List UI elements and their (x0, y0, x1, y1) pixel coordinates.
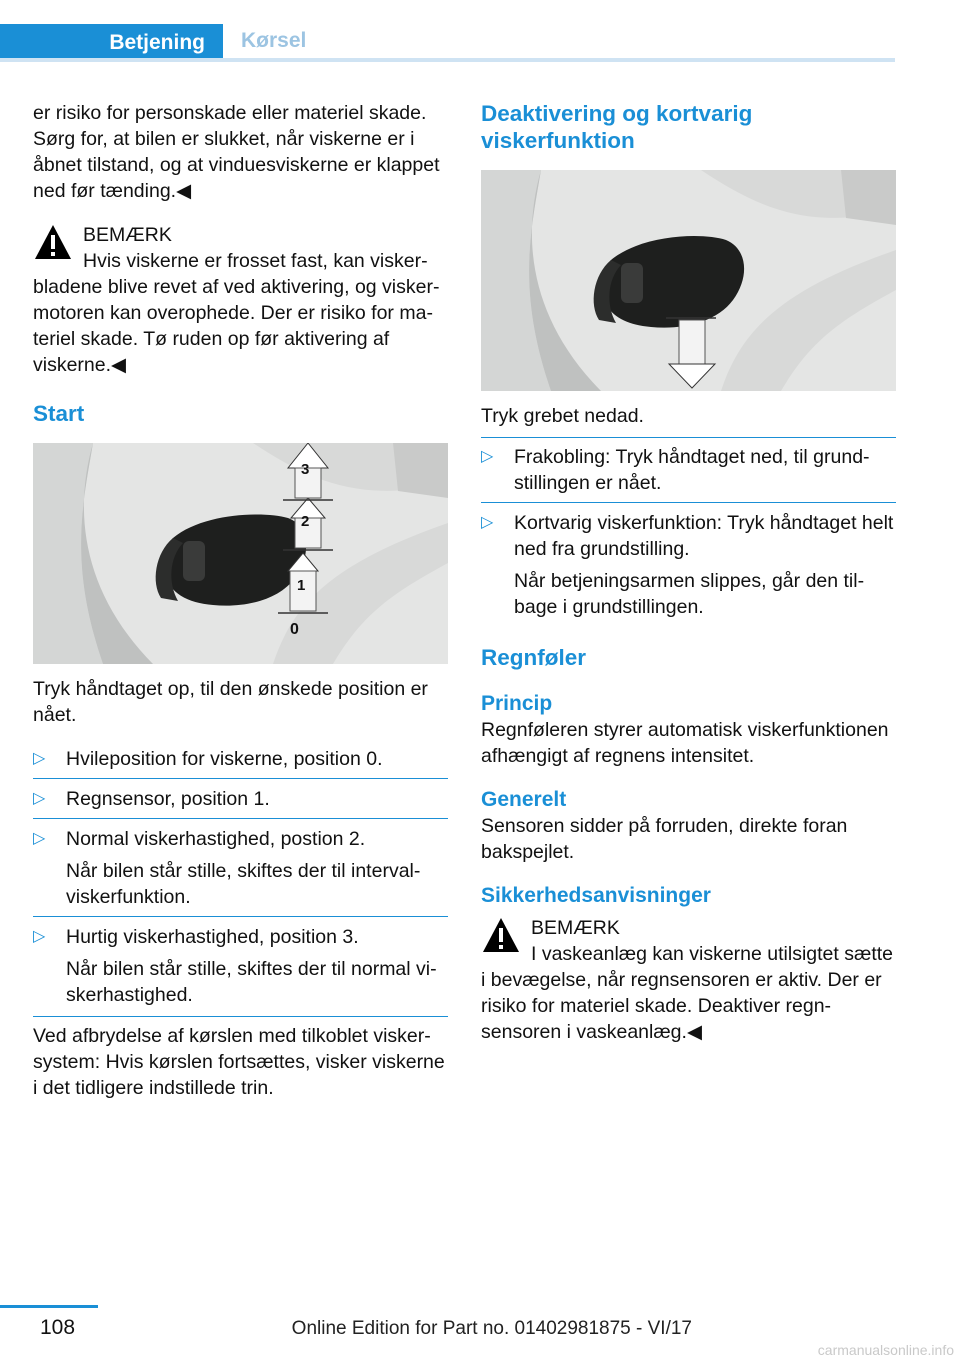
list-item: ▷ Frakobling: Tryk håndtaget ned, til grundstillingen er nået. (481, 437, 896, 496)
subheading-princip: Princip (481, 692, 553, 715)
page-number: 108 (40, 1316, 76, 1339)
wiper-lever-down-illustration (481, 170, 896, 391)
warning-block-frozen (33, 222, 448, 378)
wiper-lever-up-illustration (33, 443, 448, 664)
list-item: ▷ Regnsensor, position 1. (33, 778, 448, 812)
section-heading-deaktivering: Deaktivering og kortvarig viskerfunktion (481, 101, 753, 153)
warning-block-vaskeanlaeg (481, 915, 896, 1045)
princip-paragraph: Regnføleren styrer automatisk viskerfunktionen afhængigt af regnens intensitet. (481, 719, 889, 767)
warning-text: Hvis viskerne er frosset fast, kan viskerbladene blive revet af ved aktivering, og viskermotoren kan overophede. Der er risiko for materiel skade. Tø ruden op før aktivering af viskerne.◀ (33, 250, 440, 376)
position-label-1: 1 (297, 577, 306, 594)
closing-paragraph: Ved afbrydelse af kørslen med tilkoblet viskersystem: Hvis kørslen fortsættes, visker viskerne i det tidligere indstillede trin. (33, 1016, 448, 1101)
position-label-0: 0 (290, 621, 299, 638)
section-heading-regnfoler: Regnføler (481, 645, 587, 670)
left-column (33, 100, 448, 1101)
tab-betjening[interactable]: Betjening (0, 24, 223, 62)
warning-triangle-icon (481, 915, 521, 955)
warning-title: BEMÆRK (531, 917, 620, 939)
list-item: ▷ Hvileposition for viskerne, position 0. (33, 748, 383, 770)
subheading-sikkerhed: Sikkerhedsanvisninger (481, 884, 711, 907)
warning-title: BEMÆRK (83, 224, 172, 246)
generelt-paragraph: Sensoren sidder på forruden, direkte foran bakspejlet. (481, 815, 848, 863)
header-rule (0, 58, 895, 62)
triangle-bullet-icon: ▷ (33, 928, 46, 945)
triangle-bullet-icon: ▷ (481, 448, 494, 465)
triangle-bullet-icon: ▷ (33, 830, 46, 847)
position-label-3: 3 (301, 461, 310, 478)
subheading-generelt: Generelt (481, 788, 567, 811)
position-label-2: 2 (301, 513, 310, 530)
top-navigation (0, 0, 895, 62)
deaktivering-list (481, 437, 896, 620)
footer-rule (0, 1305, 98, 1308)
right-column (481, 100, 896, 1067)
tab-korsel[interactable]: Kørsel (241, 29, 307, 52)
lever-down-figure (481, 170, 896, 391)
start-caption: Tryk håndtaget op, til den ønskede position er nået. (33, 678, 428, 726)
warning-triangle-icon (33, 222, 73, 262)
deaktivering-caption: Tryk grebet nedad. (481, 405, 644, 427)
list-item: ▷ Kortvarig viskerfunktion: Tryk håndtaget helt ned fra grundstilling. Når betjeningsarmen slippes, går den tilbage i grundstillingen. (481, 502, 896, 620)
triangle-bullet-icon: ▷ (481, 514, 494, 531)
warning-text: I vaskeanlæg kan viskerne utilsigtet sætte i bevægelse, når regnsensoren er aktiv. Der er risiko for materiel skade. Deaktiver regnsensoren i vaskeanlæg.◀ (481, 943, 894, 1043)
list-item: ▷ Normal viskerhastighed, postion 2. Når bilen står stille, skiftes der til intervalviskerfunktion. (33, 818, 448, 910)
position-list (33, 746, 448, 1008)
watermark: carmanualsonline.info (817, 1342, 954, 1358)
triangle-bullet-icon: ▷ (33, 790, 46, 807)
list-item: ▷ Hurtig viskerhastighed, position 3. Når bilen står stille, skiftes der til normal viskerhastighed. (33, 916, 448, 1008)
intro-paragraph: er risiko for personskade eller materiel skade. Sørg for, at bilen er slukket, når viskerne er i åbnet tilstand, og at vinduesviskerne er klappet ned før tænding.◀ (33, 102, 440, 202)
section-heading-start: Start (33, 401, 85, 426)
lever-up-figure (33, 443, 448, 664)
edition-label: Online Edition for Part no. 01402981875 - VI/17 (291, 1318, 692, 1339)
triangle-bullet-icon: ▷ (33, 750, 46, 767)
